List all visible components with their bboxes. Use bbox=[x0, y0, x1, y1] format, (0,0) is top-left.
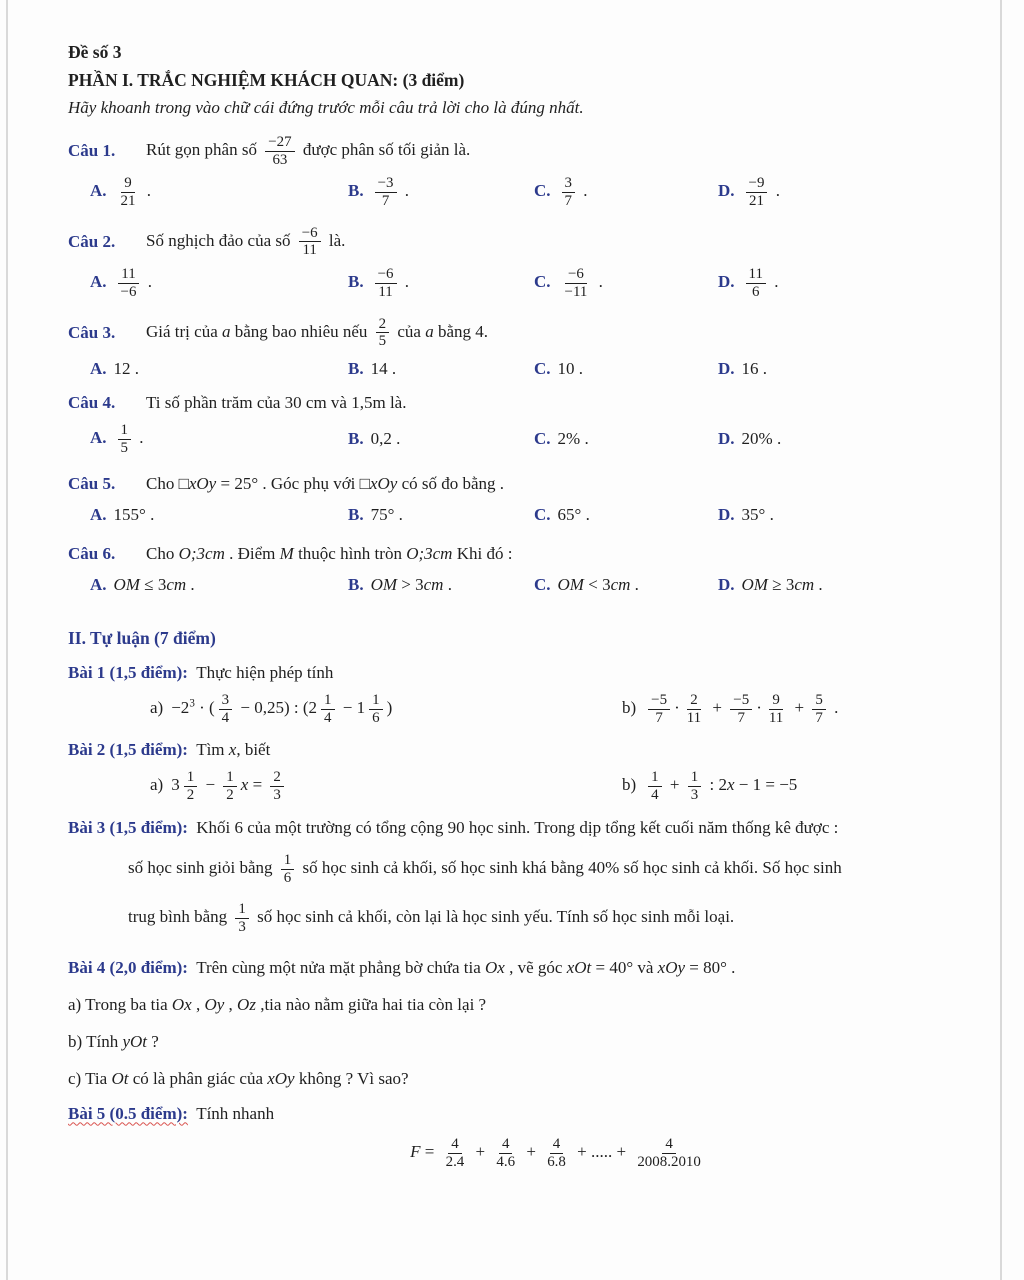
question-1-label: Câu 1. bbox=[68, 141, 116, 161]
question-3-options bbox=[90, 356, 990, 382]
problem-2 bbox=[68, 738, 990, 804]
question-5-label: Câu 5. bbox=[68, 473, 116, 493]
question-2-option-b: B. $\frac{-6}{11}$ . bbox=[348, 266, 410, 300]
problem-3-line3: trug bình bằng $\frac{1}{3}$ số học sinh cả khối, còn lại là học sinh yếu. Tính số học sinh mỗi loại. bbox=[128, 900, 735, 935]
question-5-option-a: A. 155° . bbox=[90, 504, 155, 524]
question-6-label: Câu 6. bbox=[68, 543, 116, 563]
question-6-option-b: B. OM > 3cm . bbox=[348, 574, 452, 594]
question-5-option-d: D. 35° . bbox=[718, 504, 774, 524]
problem-4-part-a: a) Trong ba tia Ox , Oy , Oz ,tia nào nằm giữa hai tia còn lại ? bbox=[68, 995, 487, 1015]
question-2-option-c: C. $\frac{-6}{-11}$ . bbox=[534, 266, 603, 300]
part2-heading: II. Tự luận (7 điểm) bbox=[68, 627, 216, 648]
problem-4-part-b: b) Tính yOt ? bbox=[68, 1031, 159, 1051]
question-6 bbox=[68, 541, 990, 598]
problem-2-part-b: b) $\frac{1}{4}$ + $\frac{1}{3}$ : 2x − 1 = −5 bbox=[622, 769, 798, 803]
problem-4 bbox=[68, 956, 990, 1090]
question-6-options bbox=[90, 572, 990, 598]
question-5 bbox=[68, 471, 990, 528]
problem-2-title: Tìm x, biết bbox=[196, 740, 271, 760]
part1-heading: PHẦN I. TRẮC NGHIỆM KHÁCH QUAN: (3 điểm) bbox=[68, 69, 465, 90]
question-4-option-a: A. $\frac{1}{5}$ . bbox=[90, 422, 144, 456]
problem-5-title: Tính nhanh bbox=[196, 1103, 275, 1123]
problem-2-parts bbox=[68, 768, 990, 804]
question-4-option-c: C. 2% . bbox=[534, 429, 589, 449]
question-1-options bbox=[90, 174, 990, 210]
question-4-option-d: D. 20% . bbox=[718, 429, 782, 449]
question-4-stem: Ti số phần trăm của 30 cm và 1,5m là. bbox=[146, 393, 407, 413]
problem-4-intro: Trên cùng một nửa mặt phẳng bờ chứa tia Ox , vẽ góc xOt = 40° và xOy = 80° . bbox=[196, 958, 736, 978]
problem-3-intro: Khối 6 của một trường có tổng cộng 90 học sinh. Trong dịp tổng kết cuối năm thống kê được : bbox=[196, 817, 839, 837]
question-2-label: Câu 2. bbox=[68, 232, 116, 252]
question-5-stem: Cho □xOy = 25° . Góc phụ với □xOy có số đo bằng . bbox=[146, 473, 505, 493]
question-3-option-a: A. 12 . bbox=[90, 359, 140, 379]
question-2-option-a: A. $\frac{11}{-6}$ . bbox=[90, 266, 152, 300]
instruction-line: Hãy khoanh trong vào chữ cái đứng trước mỗi câu trả lời cho là đúng nhất. bbox=[68, 98, 584, 117]
question-4-option-b: B. 0,2 . bbox=[348, 429, 401, 449]
question-3-option-c: C. 10 . bbox=[534, 359, 584, 379]
question-4 bbox=[68, 390, 990, 457]
question-5-option-b: B. 75° . bbox=[348, 504, 403, 524]
page-border-right bbox=[1000, 0, 1002, 1280]
problem-5-formula: F = $\frac{4}{2.4}$ + $\frac{4}{4.6}$ + $\frac{4}{6.8}$ + ..... + $\frac{4}{2008.2010}$ bbox=[410, 1136, 701, 1171]
question-1-stem: Rút gọn phân số $\frac{-27}{63}$ được phân số tối giản là. bbox=[146, 133, 471, 168]
problem-2-label: Bài 2 (1,5 điểm): bbox=[68, 740, 188, 760]
problem-1-title: Thực hiện phép tính bbox=[196, 663, 334, 683]
question-6-option-d: D. OM ≥ 3cm . bbox=[718, 574, 823, 594]
question-2-options bbox=[90, 265, 990, 301]
question-3-option-b: B. 14 . bbox=[348, 359, 397, 379]
question-4-options bbox=[90, 421, 990, 457]
problem-3-label: Bài 3 (1,5 điểm): bbox=[68, 817, 188, 837]
question-1-option-c: C. $\frac{3}{7}$ . bbox=[534, 175, 588, 209]
question-3 bbox=[68, 315, 990, 382]
question-1-option-d: D. $\frac{-9}{21}$ . bbox=[718, 175, 780, 209]
problem-4-part-c: c) Tia Ot có là phân giác của xOy không ? Vì sao? bbox=[68, 1068, 409, 1088]
problem-4-label: Bài 4 (2,0 điểm): bbox=[68, 958, 188, 978]
problem-5 bbox=[68, 1102, 990, 1172]
question-6-option-c: C. OM < 3cm . bbox=[534, 574, 639, 594]
question-6-option-a: A. OM ≤ 3cm . bbox=[90, 574, 195, 594]
problem-3-line2: số học sinh giỏi bằng $\frac{1}{6}$ số học sinh cả khối, số học sinh khá bằng 40% số học sinh cả khối. Số học sinh bbox=[128, 852, 842, 887]
question-6-stem: Cho O;3cm . Điểm M thuộc hình tròn O;3cm Khi đó : bbox=[146, 543, 513, 563]
question-2-option-d: D. $\frac{11}{6}$ . bbox=[718, 266, 779, 300]
question-3-label: Câu 3. bbox=[68, 323, 116, 342]
question-3-option-d: D. 16 . bbox=[718, 359, 768, 379]
question-1-option-a: A. $\frac{9}{21}$ . bbox=[90, 175, 151, 209]
question-5-options bbox=[90, 502, 990, 528]
problem-3 bbox=[68, 816, 990, 937]
problem-1-part-a: $a) -2^3$ · ( $\frac{3}{4}$ − 0,25) : (2 $\frac{1}{4}$ − 1 $\frac{1}{6}$ ) bbox=[150, 691, 393, 726]
question-1 bbox=[68, 133, 990, 211]
problem-1-label: Bài 1 (1,5 điểm): bbox=[68, 663, 188, 683]
question-2-stem: Số nghịch đảo của số $\frac{-6}{11}$ là. bbox=[146, 224, 346, 259]
problem-5-label: Bài 5 (0.5 điểm): bbox=[68, 1103, 188, 1123]
doc-title: Đề số 3 bbox=[68, 42, 122, 62]
problem-1-part-b: b) $\frac{-5}{7}$ · $\frac{2}{11}$ + $\frac{-5}{7}$ · $\frac{9}{11}$ + $\frac{5}{7}$ . bbox=[622, 691, 839, 726]
problem-1 bbox=[68, 661, 990, 727]
problem-1-parts bbox=[68, 691, 990, 727]
question-5-option-c: C. 65° . bbox=[534, 504, 590, 524]
page-border-left bbox=[6, 0, 8, 1280]
question-4-label: Câu 4. bbox=[68, 393, 116, 413]
question-3-stem: Giá trị của a bằng bao nhiêu nếu $\frac{2}{5}$ của a bằng 4. bbox=[146, 315, 489, 350]
problem-2-part-a: a) 3 $\frac{1}{2}$ − $\frac{1}{2}$ x = $\frac{2}{3}$ bbox=[150, 768, 622, 804]
question-2 bbox=[68, 224, 990, 302]
question-1-option-b: B. $\frac{-3}{7}$ . bbox=[348, 175, 410, 209]
